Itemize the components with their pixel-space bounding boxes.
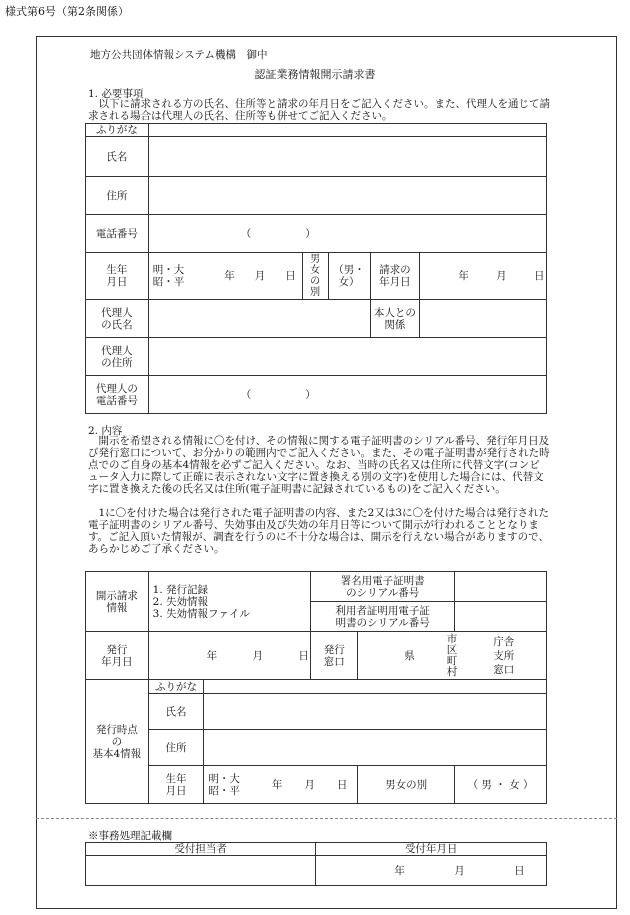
basic-furigana-label: ふりがな [148, 680, 204, 694]
basic-address-field[interactable] [204, 730, 547, 766]
receipt-date-field[interactable]: 年 月 日 [316, 856, 547, 886]
issue-date-label: 発行 年月日 [86, 632, 149, 680]
sign-serial-field[interactable] [455, 572, 547, 602]
city-types: 市 区 町 村 [446, 632, 458, 678]
basic-sex-label: 男女の別 [358, 766, 455, 804]
user-serial-field[interactable] [455, 602, 547, 632]
issue-date-field[interactable]: 年 月 日 [148, 632, 311, 680]
basic-name-field[interactable] [204, 694, 547, 730]
disclosure-table [85, 571, 547, 804]
office-use-heading: ※事務処理記載欄 [88, 830, 172, 842]
basic-era-options: 明・大 昭・平 [208, 772, 240, 797]
basic-info-label: 発行時点 の 基本4情報 [86, 680, 149, 804]
form-number: 様式第6号（第2条関係） [5, 5, 129, 18]
name-label: 氏名 [86, 137, 149, 177]
sex-options[interactable]: （男・女） [328, 253, 370, 300]
phone-label: 電話番号 [86, 215, 149, 253]
requester-table [85, 123, 547, 414]
agent-name-field[interactable] [148, 300, 370, 338]
basic-address-label: 住所 [148, 730, 204, 766]
basic-furigana-field[interactable] [204, 680, 547, 694]
issue-window-field[interactable]: 県 市 区 町 村 庁舎 支所 窓口 [358, 632, 547, 680]
address-label: 住所 [86, 177, 149, 215]
basic-birth-field[interactable]: 明・大 昭・平 年 月 日 [204, 766, 358, 804]
relation-field[interactable] [420, 300, 547, 338]
office-types: 庁舎 支所 窓口 [493, 635, 515, 676]
office-use-table [85, 842, 547, 886]
staff-label: 受付担当者 [86, 843, 316, 856]
section1-intro: 以下に請求される方の氏名、住所等と請求の年月日をご記入ください。また、代理人を通じて請求される場合は代理人の氏名、住所等も併せてご記入ください。 [88, 98, 550, 122]
disclosure-options[interactable] [148, 572, 311, 632]
option-revocation-info[interactable]: 2. 失効情報 [152, 595, 209, 608]
addressee: 地方公共団体情報システム機構 御中 [90, 49, 268, 61]
phone-field[interactable]: （ ） [148, 215, 546, 253]
name-field[interactable] [148, 137, 546, 177]
issue-window-label: 発行 窓口 [311, 632, 358, 680]
form-title: 認証業務情報開示請求書 [254, 68, 376, 81]
sign-serial-label: 署名用電子証明書 のシリアル番号 [311, 572, 455, 602]
agent-phone-field[interactable]: （ ） [148, 376, 546, 414]
option-issue-record[interactable]: 1. 発行記録 [152, 583, 209, 596]
cut-line [36, 818, 617, 819]
basic-birth-label: 生年 月日 [148, 766, 204, 804]
address-field[interactable] [148, 177, 546, 215]
basic-name-label: 氏名 [148, 694, 204, 730]
relation-label: 本人との 関係 [370, 300, 420, 338]
receipt-date-label: 受付年月日 [316, 843, 547, 856]
era-options: 明・大 昭・平 [152, 264, 185, 288]
section2-heading: 2. 内容 [88, 425, 123, 437]
section1-heading: 1. 必要事項 [88, 88, 144, 100]
agent-address-field[interactable] [148, 338, 546, 376]
basic-sex-options[interactable]: （ 男 ・ 女 ） [455, 766, 547, 804]
furigana-label: ふりがな [86, 124, 149, 137]
birth-label: 生年 月日 [86, 253, 149, 300]
furigana-field[interactable] [148, 124, 546, 137]
request-date-field[interactable]: 年 月 日 [420, 253, 547, 300]
agent-name-label: 代理人 の氏名 [86, 300, 149, 338]
sex-label: 男 女 の 別 [302, 253, 328, 300]
birth-field[interactable]: 明・大 昭・平 年 月 日 [148, 253, 302, 300]
option-revocation-file[interactable]: 3. 失効情報ファイル [152, 607, 250, 620]
disclosure-label: 開示請求 情報 [86, 572, 149, 632]
agent-address-label: 代理人 の住所 [86, 338, 149, 376]
request-date-label: 請求の 年月日 [370, 253, 420, 300]
staff-field[interactable] [86, 856, 316, 886]
section2-para2: 1に〇を付けた場合は発行された電子証明書の内容、また2又は3に〇を付けた場合は発行された電子証明書のシリアル番号、失効事由及び失効の年月日等について開示が行われることとなります。ご記入頂いた情報が、調査を行うのに不十分な場合は、開示を行えない場合がありますので、あらかじめご了承ください。 [88, 507, 550, 555]
section2-para1: 開示を希望される情報に〇を付け、その情報に関する電子証明書のシリアル番号、発行年月日及び発行窓口について、お分かりの範囲内でご記入ください。また、その電子証明書が発行された時点でのご自身の基本4情報を必ずご記入ください。なお、当時の氏名又は住所に代替文字(コンピュータ入力に際して正確に表示されない文字に置き換える別の文字)を使用した場合には、代替文字に置き換えた後の氏名又は住所(電子証明書に記録されているもの)をご記入ください。 [88, 435, 550, 495]
agent-phone-label: 代理人の 電話番号 [86, 376, 149, 414]
user-serial-label: 利用者証明用電子証 明書のシリアル番号 [311, 602, 455, 632]
